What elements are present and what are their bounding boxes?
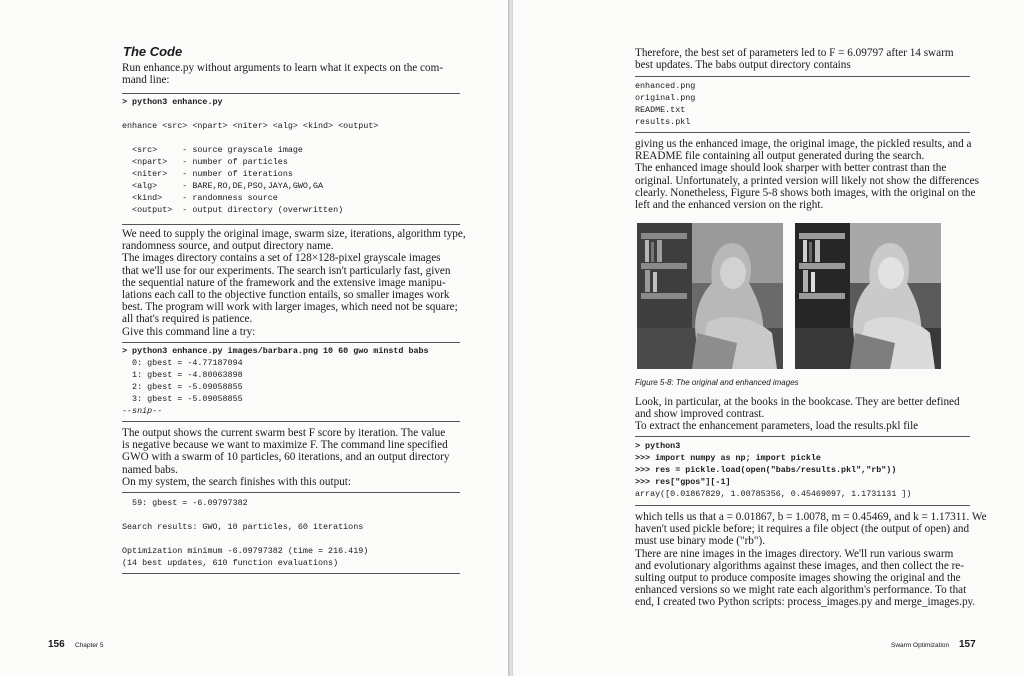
code-rule-top — [635, 76, 970, 77]
original-image — [637, 223, 783, 369]
text-line: Therefore, the best set of parameters led to F = 6.09797 after 14 swarm — [635, 47, 954, 59]
code-snip: --snip-- — [122, 406, 163, 416]
text-line: which tells us that a = 0.01867, b = 1.0078, m = 0.45469, and k = 1.17311. We — [635, 511, 987, 523]
text-line: giving us the enhanced image, the original image, the pickled results, and a — [635, 138, 972, 150]
file-name: original.png — [635, 93, 696, 103]
text-line: that we'll use for our experiments. The search isn't particularly fast, given — [122, 264, 451, 277]
text-line: To extract the enhancement parameters, load the results.pkl file — [635, 420, 919, 433]
right-page — [513, 0, 1024, 676]
code-line: 1: gbest = -4.80063898 — [122, 370, 243, 380]
code-line: >>> res["gpos"][-1] — [635, 477, 731, 487]
code-line: 0: gbest = -4.77187094 — [122, 358, 243, 368]
running-footer: Swarm Optimization — [891, 642, 950, 649]
file-name: README.txt — [635, 105, 686, 115]
text-line: Give this command line a try: — [122, 325, 256, 338]
text-line: is negative because we want to maximize F. The command line specified — [122, 439, 448, 452]
text-line: left and the enhanced version on the right. — [635, 199, 824, 212]
code-rule-bottom — [635, 505, 970, 506]
code-command: > python3 enhance.py — [122, 97, 223, 107]
text-line: Look, in particular, at the books in the bookcase. They are better defined — [635, 396, 960, 408]
code-block-usage — [122, 96, 378, 216]
code-line: <alg> - BARE,RO,DE,PSO,JAYA,GWO,GA — [122, 181, 324, 191]
code-line: 2: gbest = -5.09058855 — [122, 382, 243, 392]
text-line: end, I created two Python scripts: process_images.py and merge_images.py. — [635, 596, 976, 609]
code-rule-top — [122, 93, 460, 94]
text-line: mand line: — [122, 74, 170, 87]
code-rule-top — [122, 492, 460, 493]
code-line: > python3 — [635, 441, 681, 451]
code-usage: enhance <src> <npart> <niter> <alg> <kind> <output> — [122, 121, 379, 131]
body-paragraph-3 — [635, 396, 985, 433]
text-line: The enhanced image should look sharper with better contrast than the — [635, 162, 947, 175]
left-page — [0, 0, 508, 676]
text-line: GWO with a swarm of 10 particles, 60 iterations, and an output directory — [122, 451, 450, 464]
code-line — [122, 509, 368, 521]
code-line: Search results: GWO, 10 particles, 60 iterations — [122, 522, 364, 532]
code-line: Optimization minimum -6.09797382 (time = 216.419) — [122, 546, 369, 556]
code-rule-bottom — [122, 224, 460, 225]
code-line: >>> res = pickle.load(open("babs/results.pkl","rb")) — [635, 465, 897, 475]
text-line: Run enhance.py without arguments to learn what it expects on the com- — [122, 62, 444, 74]
page-number: 157 — [959, 639, 976, 650]
text-line: sulting output to produce composite images showing the original and the — [635, 572, 961, 585]
text-line: randomness source, and output directory name. — [122, 240, 334, 253]
text-line: haven't used pickle before; it requires a file object (the output of open) and — [635, 523, 970, 536]
page-number: 156 — [48, 639, 65, 650]
code-rule-bottom — [122, 573, 460, 574]
code-line: <niter> - number of iterations — [122, 169, 293, 179]
code-line: array([0.01867829, 1.00785356, 0.45469097, 1.1731131 ]) — [635, 489, 912, 499]
enhanced-image — [795, 223, 941, 369]
code-line: 3: gbest = -5.09058855 — [122, 394, 243, 404]
body-paragraph-2 — [635, 138, 985, 211]
code-block-run — [122, 345, 429, 417]
text-line: enhanced versions so we might rate each algorithm's performance. To that — [635, 584, 967, 597]
code-rule-bottom — [635, 132, 970, 133]
text-line: lations each call to the objective function entails, so smaller images work — [122, 289, 450, 302]
section-title: The Code — [123, 44, 183, 59]
body-paragraph-2 — [122, 427, 467, 488]
figure-caption: Figure 5-8: The original and enhanced images — [635, 378, 799, 387]
code-line: <npart> - number of particles — [122, 157, 288, 167]
text-line: named babs. — [122, 463, 178, 476]
code-line — [122, 533, 368, 545]
text-line: clearly. Nonetheless, Figure 5-8 shows both images, with the original on the — [635, 186, 976, 199]
code-block-result — [122, 497, 368, 569]
text-line: best. The program will work with larger images, which need not be square; — [122, 301, 458, 314]
code-rule-top — [122, 342, 460, 343]
text-line: best updates. The babs output directory contains — [635, 59, 851, 72]
text-line: The images directory contains a set of 128×128-pixel grayscale images — [122, 252, 441, 265]
body-paragraph-1 — [635, 47, 985, 71]
code-command: > python3 enhance.py images/barbara.png 10 60 gwo minstd babs — [122, 346, 429, 356]
text-line: must use binary mode ("rb"). — [635, 535, 765, 548]
code-line: <kind> - randomness source — [122, 193, 278, 203]
text-line: original. Unfortunately, a printed version will likely not show the differences — [635, 174, 979, 187]
running-footer: Chapter 5 — [75, 642, 104, 649]
file-name: results.pkl — [635, 117, 691, 127]
body-paragraph-1 — [122, 228, 467, 338]
text-line: and show improved contrast. — [635, 408, 765, 421]
text-line: all that's required is patience. — [122, 313, 253, 326]
code-line: >>> import numpy as np; import pickle — [635, 453, 821, 463]
code-line: <src> - source grayscale image — [122, 145, 303, 155]
code-block-pickle — [635, 440, 911, 500]
body-paragraph-4 — [635, 511, 990, 609]
code-line: <output> - output directory (overwritten) — [122, 205, 344, 215]
text-line: On my system, the search finishes with this output: — [122, 475, 352, 488]
code-rule-top — [635, 436, 970, 437]
intro-paragraph — [122, 62, 462, 86]
text-line: and evolutionary algorithms against these images, and then collect the re- — [635, 559, 964, 572]
code-args — [122, 144, 378, 216]
text-line: The output shows the current swarm best F score by iteration. The value — [122, 427, 446, 439]
code-line: 59: gbest = -6.09797382 — [122, 498, 248, 508]
code-rule-bottom — [122, 421, 460, 422]
text-line: We need to supply the original image, swarm size, iterations, algorithm type, — [122, 228, 466, 240]
text-line: There are nine images in the images directory. We'll run various swarm — [635, 547, 954, 560]
text-line: README file containing all output generated during the search. — [635, 150, 925, 163]
file-listing — [635, 80, 695, 128]
text-line: the sequential nature of the framework and the extensive image manipu- — [122, 276, 446, 289]
file-name: enhanced.png — [635, 81, 696, 91]
code-line: (14 best updates, 610 function evaluations) — [122, 558, 339, 568]
